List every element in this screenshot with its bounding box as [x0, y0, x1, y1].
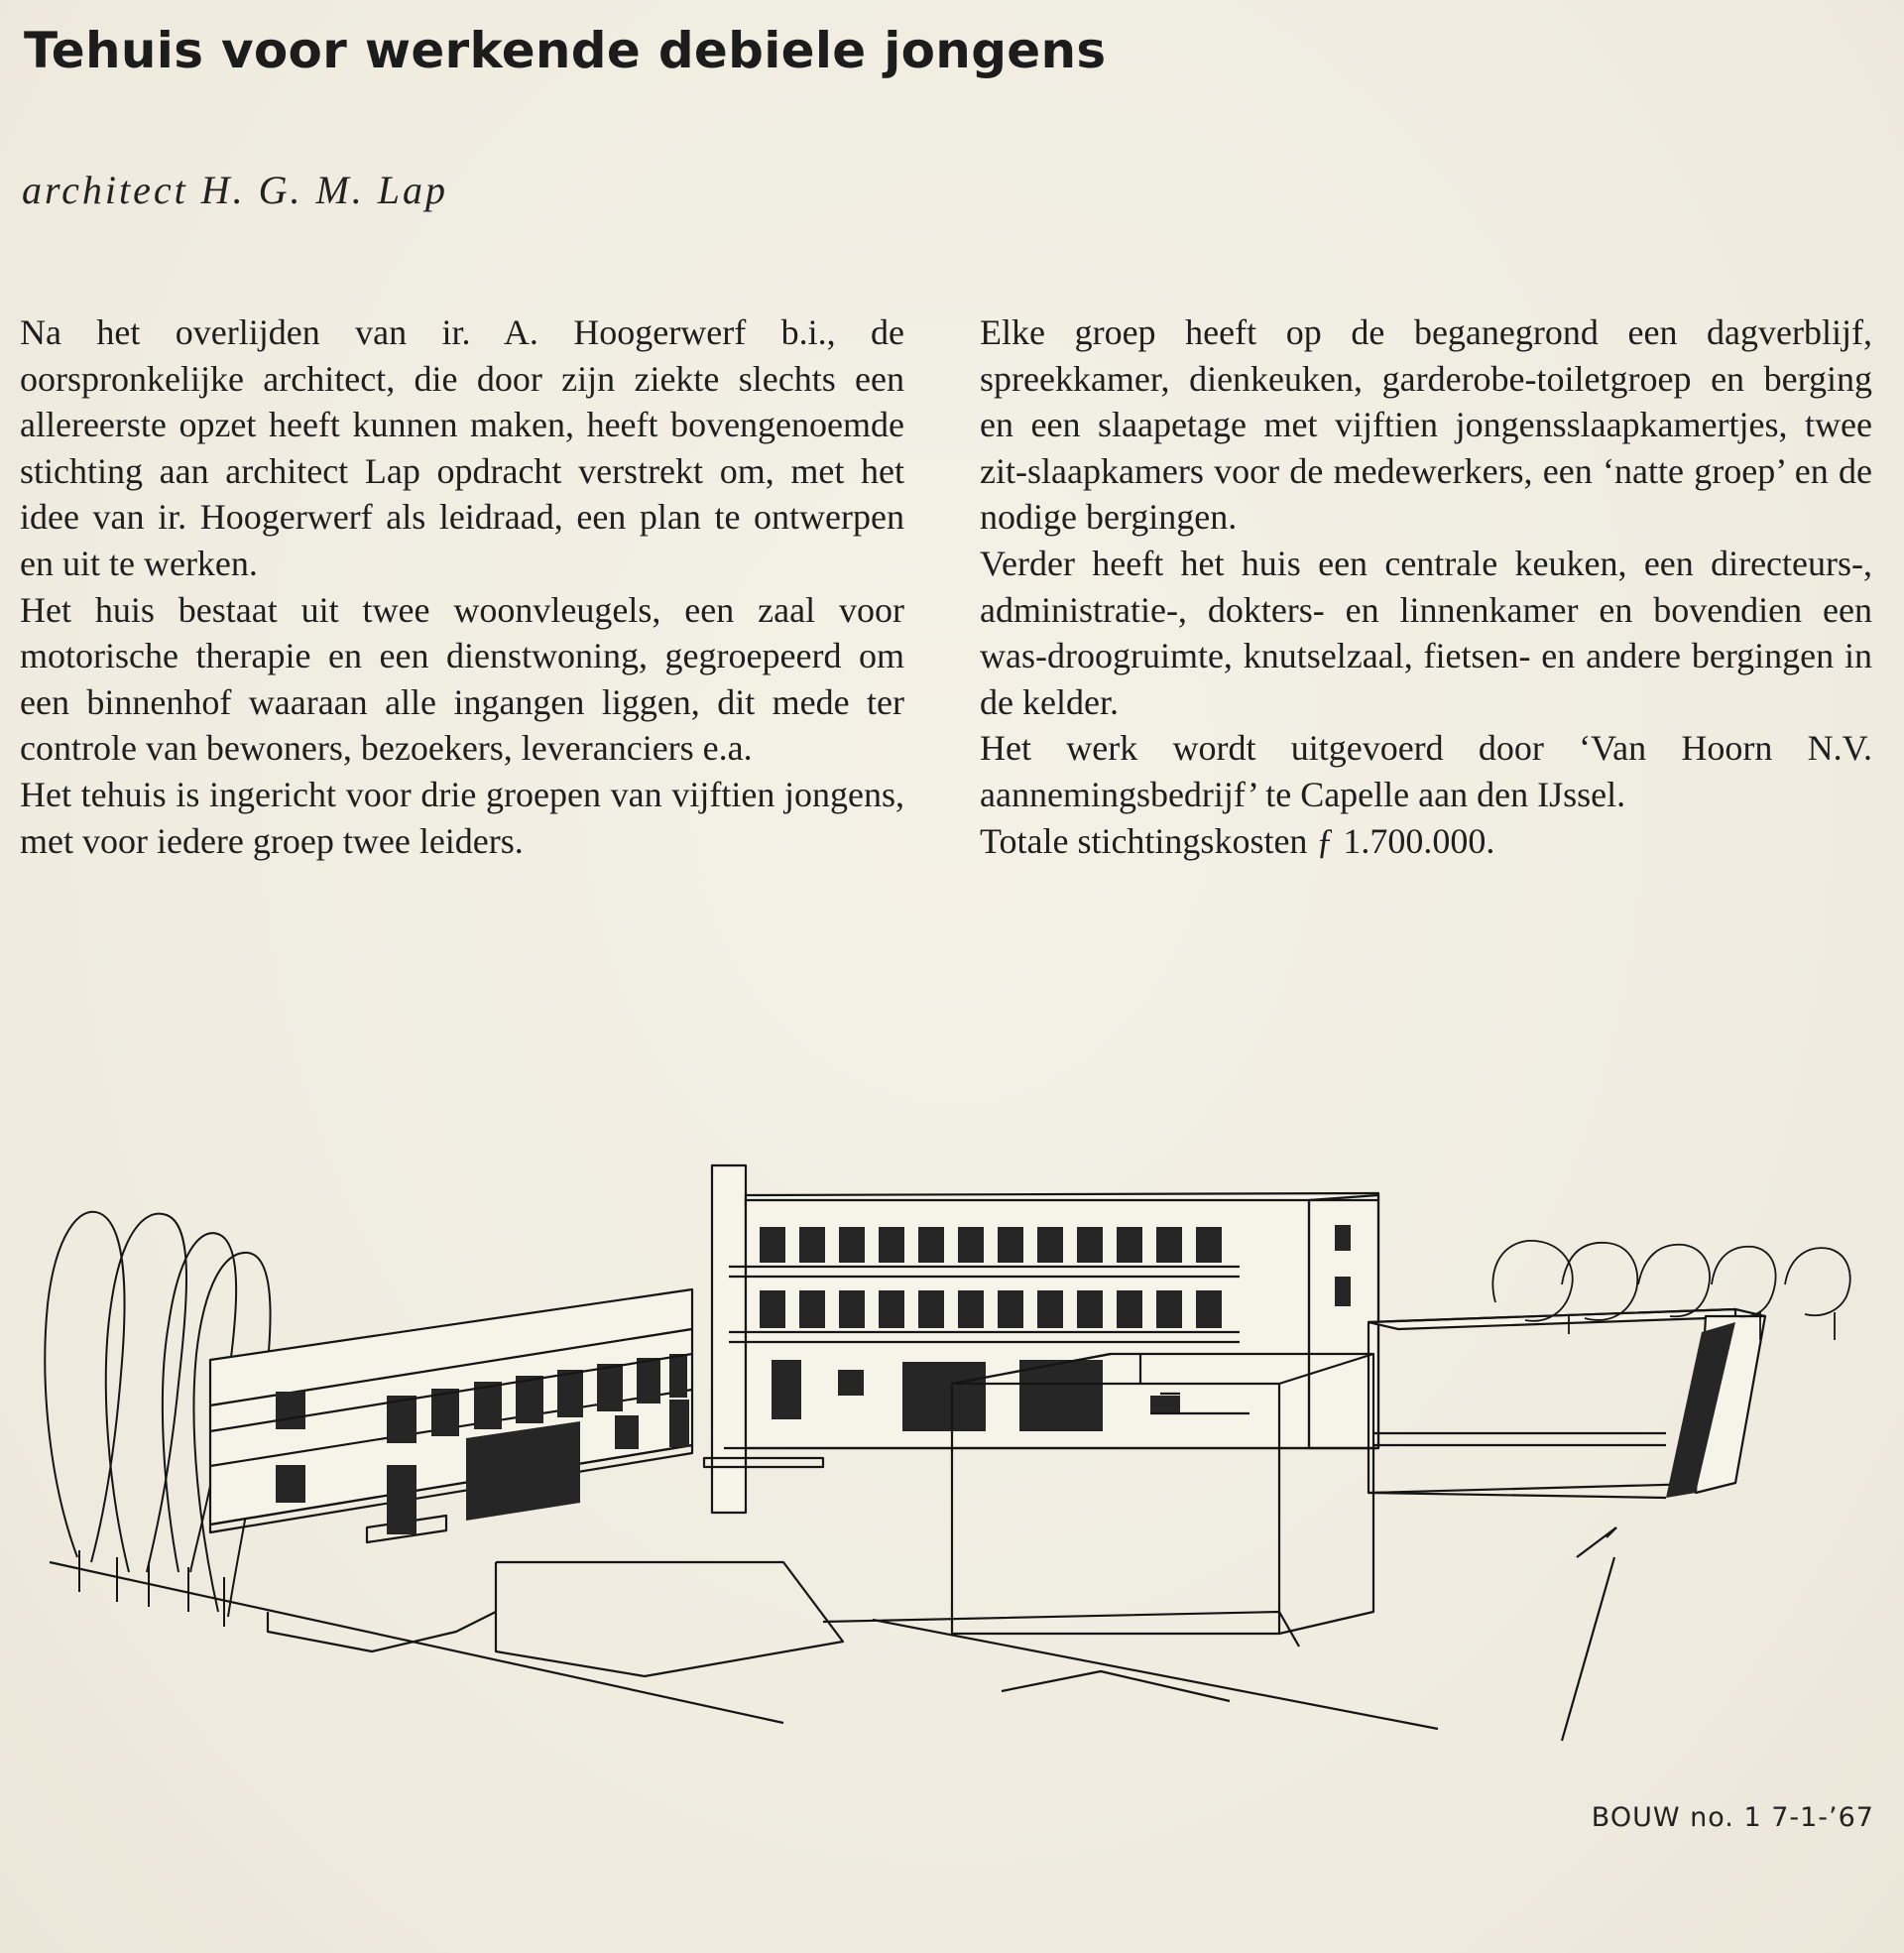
- page-citation: BOUW no. 1 7-1-’67: [1591, 1802, 1874, 1833]
- low-wing: [1368, 1309, 1765, 1498]
- paragraph: Totale stichtingskosten ƒ 1.700.000.: [980, 820, 1495, 861]
- article-title: Tehuis voor werkende debiele jongens: [24, 22, 1107, 79]
- left-wing: [210, 1289, 692, 1542]
- paragraph: Het werk wordt uitgevoerd door ‘Van Hoorn N.V. aannemingsbedrijf’ te Capelle aan den IJssel.: [980, 728, 1872, 814]
- paragraph: Verder heeft het huis een centrale keuken, een directeurs-, administratie-, dokters- en linnenkamer en bovendien een was-droogruimte, knutselzaal, fietsen- en andere bergingen in de kelder.: [980, 543, 1872, 722]
- article-byline: architect H. G. M. Lap: [22, 168, 449, 212]
- paragraph: Elke groep heeft op de beganegrond een dagverblijf, spreekkamer, dienkeuken, garderobe-toiletgroep en berging en een slaapetage met vijftien jongensslaapkamertjes, twee zit-slaapkamers voor de medewerkers, een ‘natte groep’ en de nodige bergingen.: [980, 312, 1872, 538]
- paragraph: Het huis bestaat uit twee woonvleugels, een zaal voor motorische therapie en een dienstwoning, gegroepeerd om een binnenhof waaraan alle ingangen liggen, dit mede ter controle van bewoners, bezoekers, leveranciers e.a.: [20, 589, 904, 769]
- text-column-left: [20, 309, 904, 864]
- paragraph: Na het overlijden van ir. A. Hoogerwerf b.i., de oorspronkelijke architect, die door zijn ziekte slechts een allereerste opzet heeft kunnen maken, heeft bovengenoemde stichting aan architect Lap opdracht verstrekt om, met het idee van ir. Hoogerwerf als leidraad, een plan te ontwerpen en uit te werken.: [20, 312, 904, 583]
- building-perspective-drawing: [30, 1056, 1884, 1770]
- tree-drawing-right: [1492, 1241, 1849, 1340]
- main-block: [704, 1193, 1378, 1467]
- text-column-right: [980, 309, 1872, 864]
- paragraph: Het tehuis is ingericht voor drie groepen van vijftien jongens, met voor iedere groep twee leiders.: [20, 774, 904, 861]
